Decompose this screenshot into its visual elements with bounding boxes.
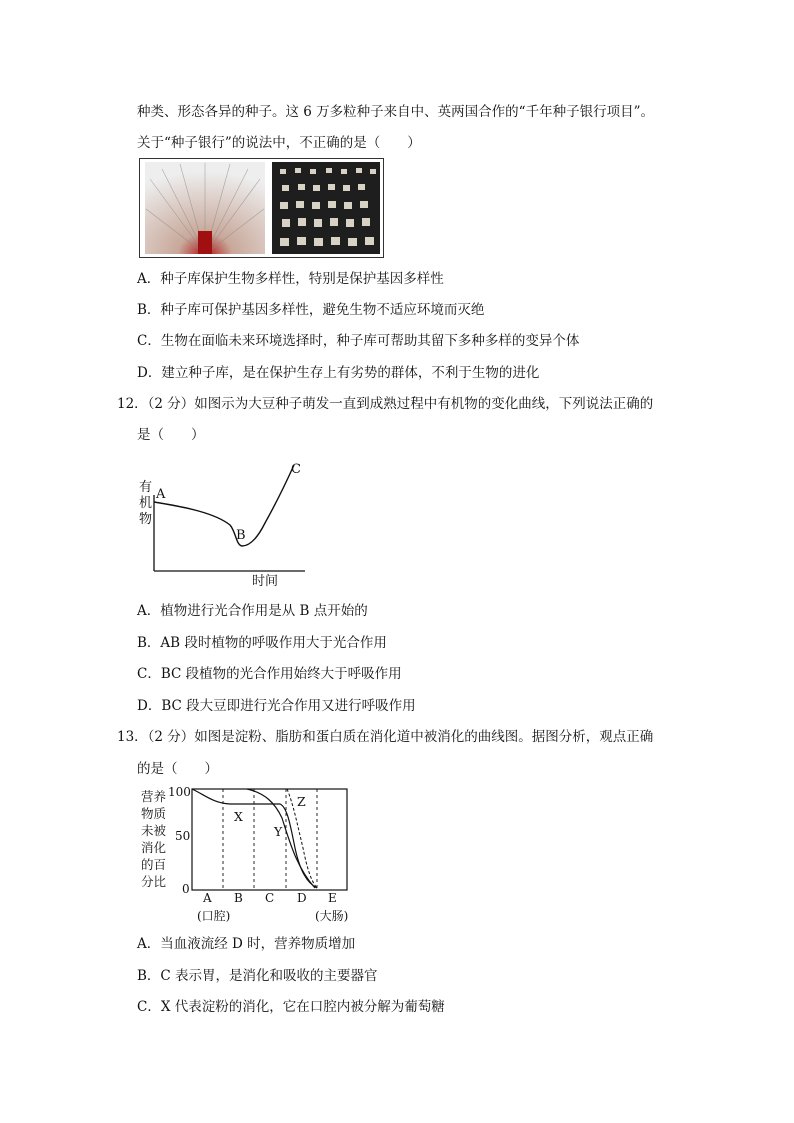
q11-option-a[interactable]: A．种子库保护生物多样性，特别是保护基因多样性 (137, 271, 444, 287)
q13-curve-z-label: Z (297, 794, 306, 809)
q13-option-c[interactable]: C．X 代表淀粉的消化，它在口腔内被分解为葡萄糖 (137, 999, 445, 1015)
q13-option-b[interactable]: B．C 表示胃，是消化和吸收的主要器官 (137, 968, 378, 984)
q12-x-label: 时间 (252, 574, 279, 589)
q13-y-label-5: 的百 (141, 857, 167, 872)
q12-curve (154, 465, 294, 546)
q12-point-c-label: C (291, 462, 301, 477)
q12-y-label-1: 有 (139, 480, 153, 495)
q13-y-tick-50: 50 (175, 829, 191, 843)
q13-x-tick-d: D (297, 891, 307, 905)
q13-curve-y-label: Y (274, 824, 283, 839)
q11-option-d[interactable]: D．建立种子库，是在保护生存上有劣势的群体，不利于生物的进化 (137, 365, 540, 381)
q13-x-note-mouth: (口腔) (197, 909, 231, 923)
q12-point-a-label: A (156, 487, 166, 502)
q13-x-tick-b: B (234, 891, 243, 905)
q13-digestion-figure (135, 783, 365, 928)
q12-y-label-3: 物 (139, 512, 153, 527)
q13-x-note-large-intestine: (大肠) (315, 909, 349, 923)
q12-y-label-2: 机 (139, 496, 153, 511)
q11-option-b[interactable]: B．种子库可保护基因多样性，避免生物不适应环境而灭绝 (137, 302, 485, 318)
q12-stem-line1: 12．（2 分）如图示为大豆种子萌发一直到成熟过程中有机物的变化曲线，下列说法正确的 (117, 396, 654, 412)
q11-option-c[interactable]: C．生物在面临未来环境选择时，种子库可帮助其留下多种多样的变异个体 (137, 333, 580, 349)
q13-y-label-1: 营养 (141, 789, 167, 804)
q12-option-d[interactable]: D．BC 段大豆即进行光合作用又进行呼吸作用 (137, 698, 416, 714)
q12-stem-line2: 是（ ） (137, 427, 205, 443)
seed-bank-photos (139, 158, 384, 258)
q13-x-tick-a: A (203, 891, 212, 905)
q13-y-label-6: 分比 (141, 874, 167, 889)
q12-point-b-label: B (236, 528, 246, 543)
seed-bank-photo-svg (140, 159, 383, 257)
q13-stem-line1: 13．（2 分）如图是淀粉、脂肪和蛋白质在消化道中被消化的曲线图。据图分析，观点正确 (117, 729, 654, 745)
q13-y-label-2: 物质 (141, 806, 167, 821)
q13-stem-line2: 的是（ ） (137, 761, 218, 777)
q13-y-tick-100: 100 (168, 785, 191, 799)
q12-option-c[interactable]: C．BC 段植物的光合作用始终大于呼吸作用 (137, 666, 402, 682)
q13-x-tick-e: E (328, 891, 337, 905)
q11-intro-line1: 种类、形态各异的种子。这 6 万多粒种子来自中、英两国合作的“千年种子银行项目”。 (137, 104, 654, 120)
q12-option-b[interactable]: B．AB 段时植物的呼吸作用大于光合作用 (137, 635, 387, 651)
q12-option-a[interactable]: A．植物进行光合作用是从 B 点开始的 (137, 603, 368, 619)
q13-x-tick-c: C (265, 891, 275, 905)
q12-organic-matter-figure (130, 455, 320, 590)
q13-curve-x-label: X (234, 809, 243, 824)
q11-intro-line2: 关于“种子银行”的说法中，不正确的是（ ） (137, 135, 421, 151)
q13-option-a[interactable]: A．当血液流经 D 时，营养物质增加 (137, 936, 356, 952)
q13-y-tick-0: 0 (182, 882, 190, 896)
q13-y-label-3: 未被 (141, 823, 167, 838)
q13-y-label-4: 消化 (141, 840, 167, 855)
